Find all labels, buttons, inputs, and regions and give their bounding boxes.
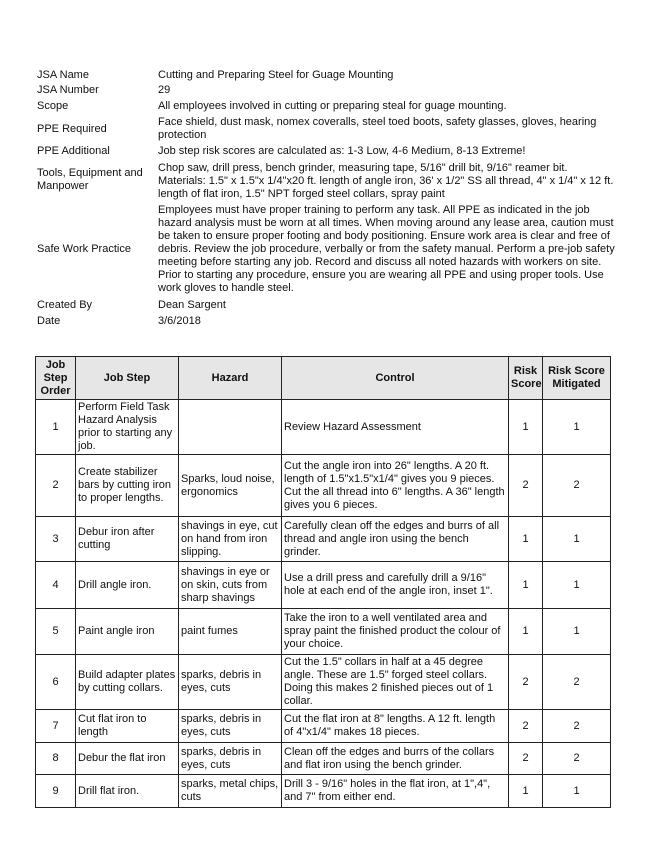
control: Carefully clean off the edges and burrs of all thread and angle iron using the bench grinder. <box>282 517 509 562</box>
risk-score-mitigated: 2 <box>543 655 611 710</box>
job-step: Cut flat iron to length <box>76 710 179 743</box>
job-step: Debur iron after cutting <box>76 517 179 562</box>
table-row <box>36 775 611 808</box>
control: Cut the flat iron at 8" lengths. A 12 ft. length of 4"x1/4" makes 18 pieces. <box>282 710 509 743</box>
risk-score: 1 <box>509 775 543 808</box>
info-value: 3/6/2018 <box>158 315 201 327</box>
job-step: Build adapter plates by cutting collars. <box>76 655 179 710</box>
control: Clean off the edges and burrs of the collars and flat iron using the bench grinder. <box>282 743 509 775</box>
info-label: Scope <box>37 100 69 112</box>
step-order: 1 <box>36 400 76 455</box>
control: Use a drill press and carefully drill a 9/16" hole at each end of the angle iron, inset 1". <box>282 562 509 609</box>
info-value: Dean Sargent <box>158 299 226 311</box>
info-row-scope <box>37 100 617 113</box>
job-step: Perform Field Task Hazard Analysis prior to starting any job. <box>76 400 179 455</box>
info-value: Cutting and Preparing Steel for Guage Mounting <box>158 69 394 81</box>
job-step-table <box>35 356 611 808</box>
info-label: Tools, Equipment and Manpower <box>37 167 143 192</box>
info-value: Face shield, dust mask, nomex coveralls, steel toed boots, safety glasses, gloves, hearing protection <box>158 116 597 141</box>
info-row-jsa-name <box>37 69 617 82</box>
step-order: 7 <box>36 710 76 743</box>
info-row-ppe-required <box>37 116 617 142</box>
table-row <box>36 517 611 562</box>
hazard: shavings in eye, cut on hand from iron slipping. <box>179 517 282 562</box>
info-label: JSA Name <box>37 69 89 81</box>
risk-score: 2 <box>509 743 543 775</box>
header-risk-score-mitigated: Risk Score Mitigated <box>543 357 611 400</box>
table-row <box>36 655 611 710</box>
job-step: Debur the flat iron <box>76 743 179 775</box>
table-header-row <box>36 357 611 400</box>
info-label: Safe Work Practice <box>37 243 131 255</box>
info-value: Chop saw, drill press, bench grinder, measuring tape, 5/16" drill bit, 9/16" reamer bit. Materials: 1.5" x 1.5"x 1/4"x20 ft. length of angle iron, 36' x 1/2" SS all thread, 4" x 1/4" x 12 ft. length of flat iron, 1.5" NPT forged steel collars, spray paint <box>158 162 614 200</box>
hazard: Sparks, loud noise, ergonomics <box>179 455 282 517</box>
info-value: Employees must have proper training to perform any task. All PPE as indicated in the job hazard analysis must be worn at all times. When moving around any lease area, caution must be taken to ensure proper footing and body positioning. Ensure work area is clear and free of debris. Review the job procedure, verbally or from the safety manual. Perform a pre-job safety meeting before starting any job. Record and discuss all noted hazards with workers on site. Prior to starting any procedure, ensure you are wearing all PPE and using proper tools. Use work gloves to handle steel. <box>158 204 615 294</box>
hazard: sparks, debris in eyes, cuts <box>179 710 282 743</box>
step-order: 4 <box>36 562 76 609</box>
table-row <box>36 562 611 609</box>
info-label: PPE Additional <box>37 145 110 157</box>
risk-score: 1 <box>509 562 543 609</box>
step-order: 5 <box>36 609 76 655</box>
info-value: 29 <box>158 84 171 96</box>
info-row-created-by <box>37 299 617 312</box>
job-step: Paint angle iron <box>76 609 179 655</box>
table-row <box>36 609 611 655</box>
info-value: All employees involved in cutting or preparing steal for guage mounting. <box>158 100 507 112</box>
step-order: 8 <box>36 743 76 775</box>
header-risk-score: Risk Score <box>509 357 543 400</box>
header-control: Control <box>282 357 509 400</box>
control: Review Hazard Assessment <box>282 400 509 455</box>
header-job-step-order: Job Step Order <box>36 357 76 400</box>
risk-score-mitigated: 1 <box>543 400 611 455</box>
table-row <box>36 743 611 775</box>
header-hazard: Hazard <box>179 357 282 400</box>
risk-score: 1 <box>509 400 543 455</box>
risk-score: 2 <box>509 455 543 517</box>
risk-score-mitigated: 1 <box>543 609 611 655</box>
step-order: 2 <box>36 455 76 517</box>
info-row-jsa-number <box>37 84 617 97</box>
hazard: paint fumes <box>179 609 282 655</box>
info-row-safe-work-practice <box>37 204 617 295</box>
info-label: Date <box>37 315 61 327</box>
control: Cut the 1.5" collars in half at a 45 degree angle. These are 1.5" forged steel collars. Doing this makes 2 finished pieces out of 1 collar. <box>282 655 509 710</box>
hazard: sparks, debris in eyes, cuts <box>179 655 282 710</box>
table-row <box>36 400 611 455</box>
risk-score-mitigated: 2 <box>543 455 611 517</box>
risk-score: 1 <box>509 609 543 655</box>
info-row-tools <box>37 162 617 201</box>
hazard: sparks, metal chips, cuts <box>179 775 282 808</box>
table-row <box>36 710 611 743</box>
info-label: Created By <box>37 299 93 311</box>
control: Take the iron to a well ventilated area and spray paint the finished product the colour of your choice. <box>282 609 509 655</box>
hazard: sparks, debris in eyes, cuts <box>179 743 282 775</box>
info-row-date <box>37 315 617 328</box>
table-row <box>36 455 611 517</box>
job-step: Create stabilizer bars by cutting iron to proper lengths. <box>76 455 179 517</box>
step-order: 6 <box>36 655 76 710</box>
risk-score: 2 <box>509 710 543 743</box>
info-label: PPE Required <box>37 122 107 135</box>
risk-score-mitigated: 2 <box>543 743 611 775</box>
risk-score-mitigated: 2 <box>543 710 611 743</box>
info-value: Job step risk scores are calculated as: 1-3 Low, 4-6 Medium, 8-13 Extreme! <box>158 145 526 157</box>
hazard <box>179 400 282 455</box>
header-job-step: Job Step <box>76 357 179 400</box>
jsa-info-section <box>37 69 617 331</box>
risk-score: 1 <box>509 517 543 562</box>
risk-score: 2 <box>509 655 543 710</box>
step-order: 9 <box>36 775 76 808</box>
job-step: Drill angle iron. <box>76 562 179 609</box>
control: Cut the angle iron into 26" lengths. A 20 ft. length of 1.5"x1.5"x1/4" gives you 9 pieces. Cut the all thread into 6" lengths. A 36" length gives you 6 pieces. <box>282 455 509 517</box>
hazard: shavings in eye or on skin, cuts from sharp shavings <box>179 562 282 609</box>
risk-score-mitigated: 1 <box>543 562 611 609</box>
job-step: Drill flat iron. <box>76 775 179 808</box>
control: Drill 3 - 9/16" holes in the flat iron, at 1",4", and 7" from either end. <box>282 775 509 808</box>
info-label: JSA Number <box>37 84 99 96</box>
info-row-ppe-additional <box>37 145 617 158</box>
risk-score-mitigated: 1 <box>543 517 611 562</box>
risk-score-mitigated: 1 <box>543 775 611 808</box>
step-order: 3 <box>36 517 76 562</box>
